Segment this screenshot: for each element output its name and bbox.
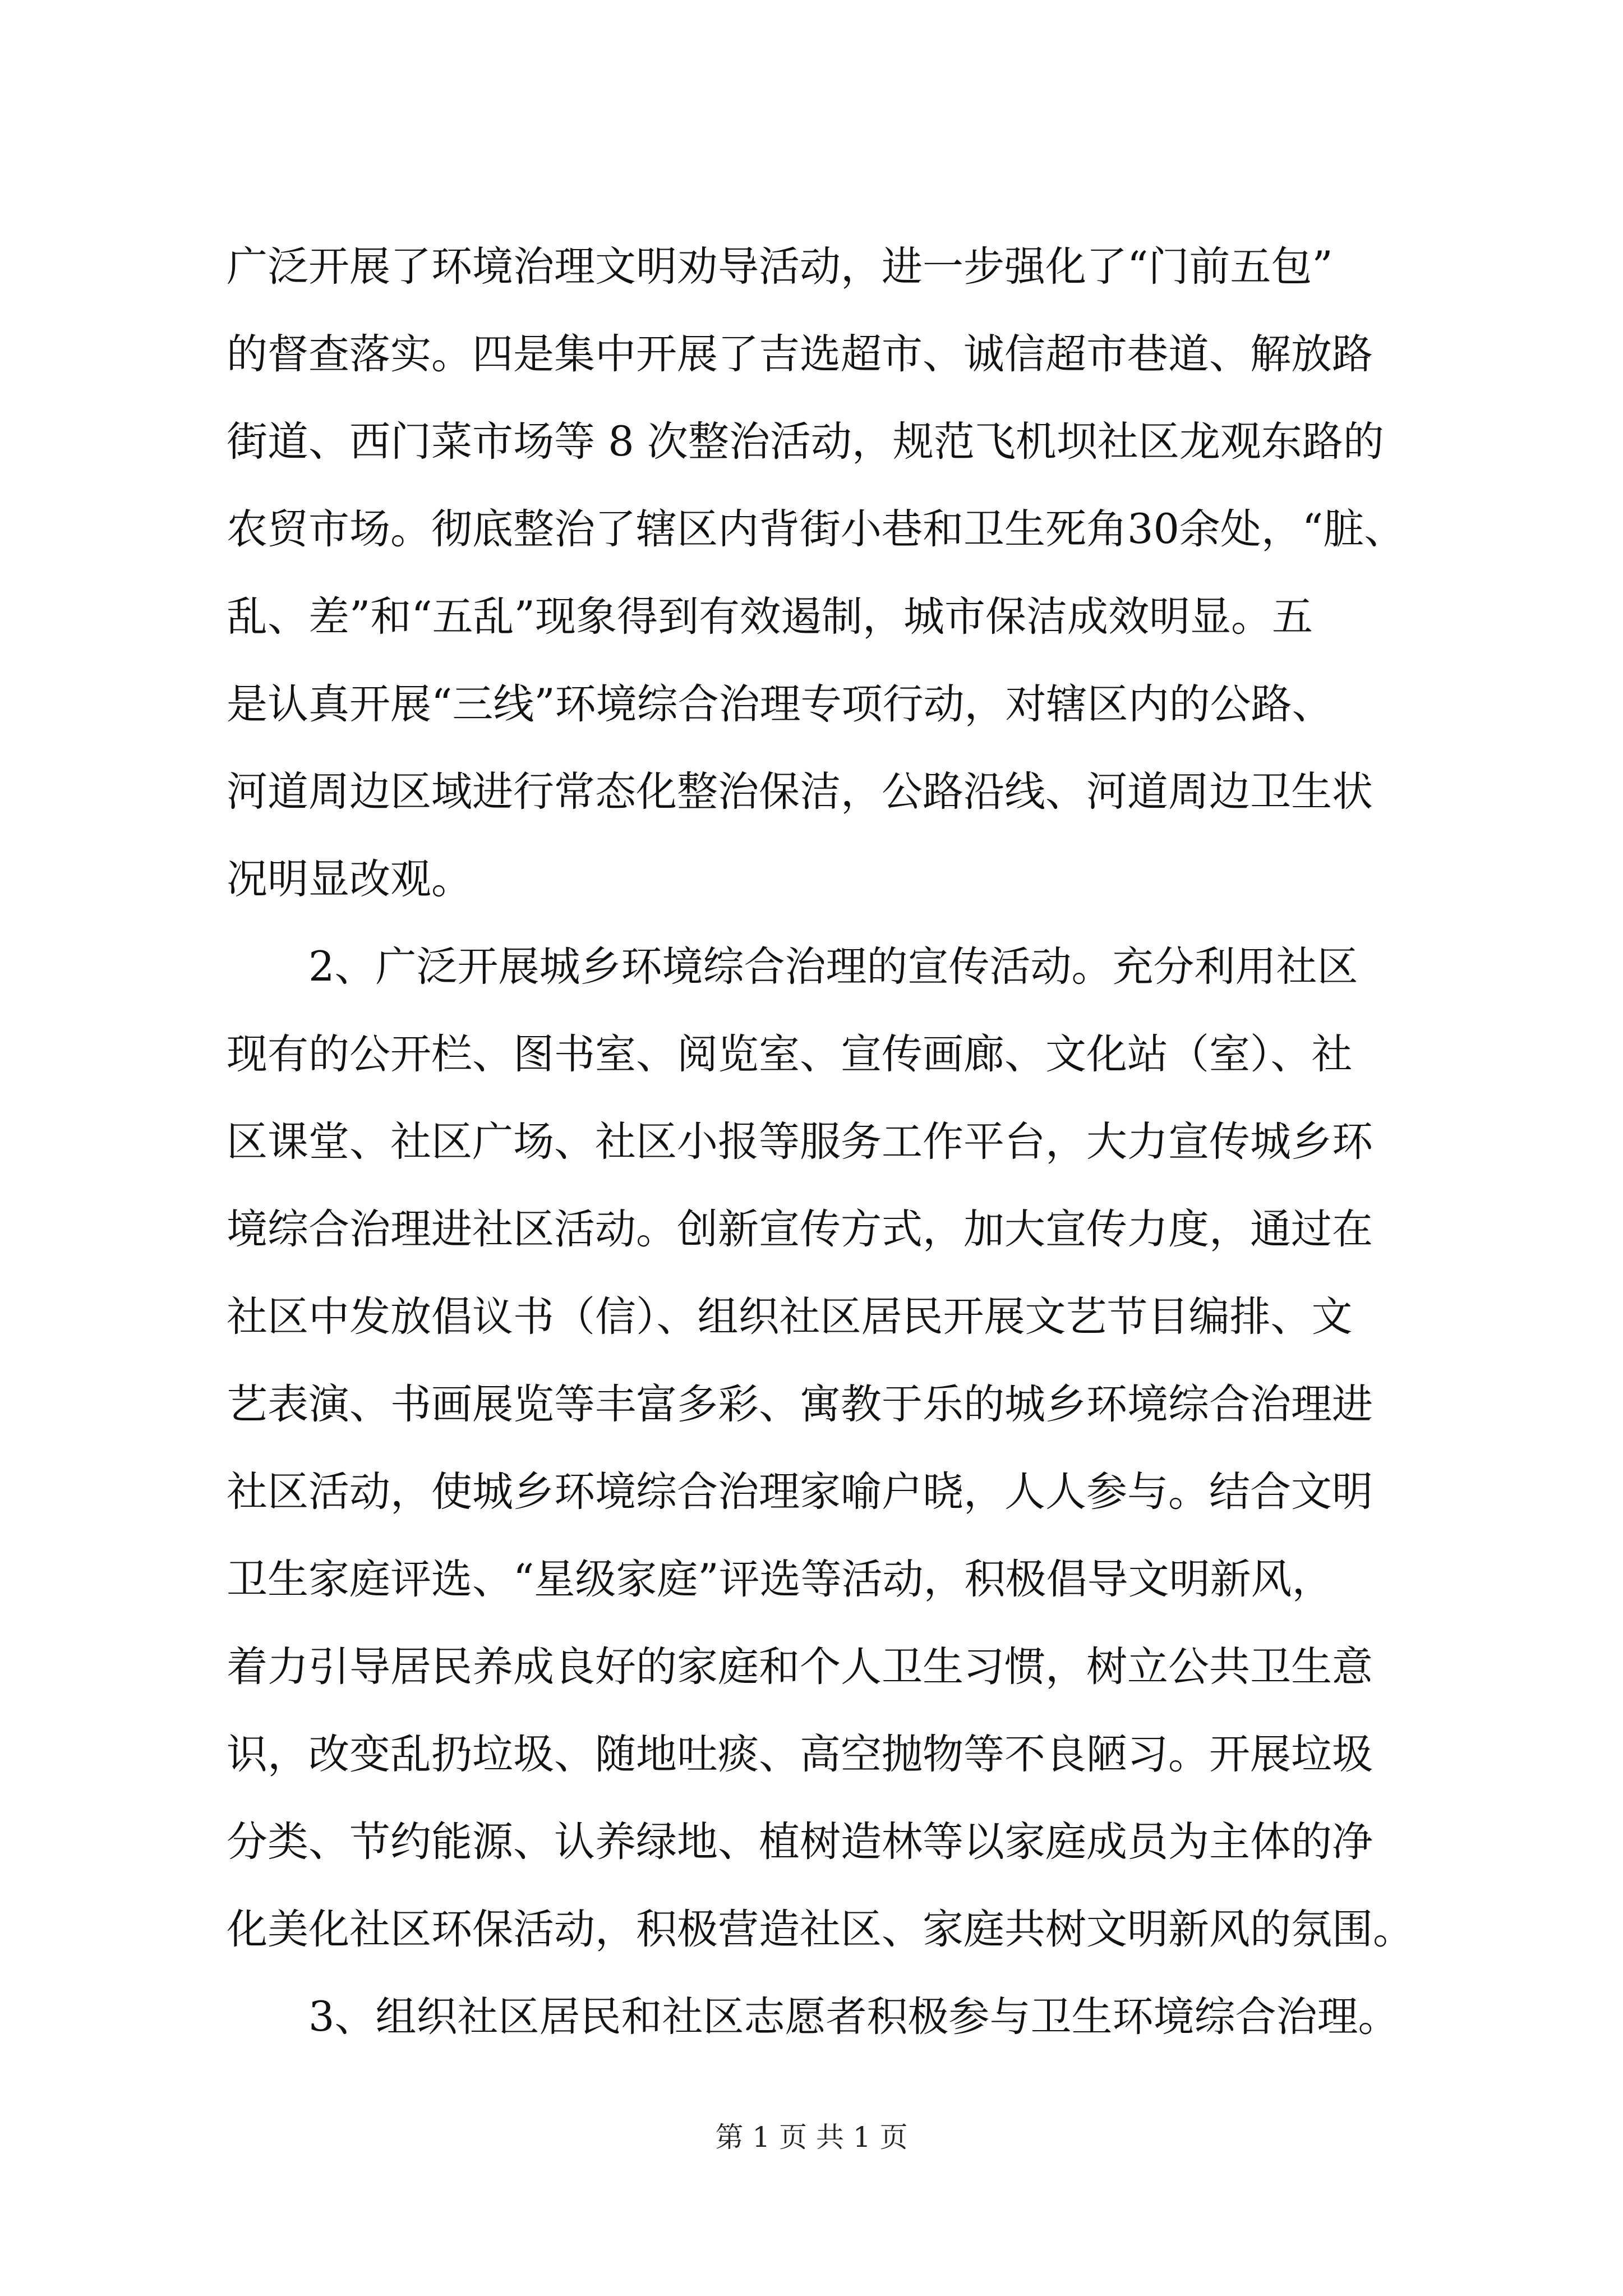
paragraph-1-line-6: 是认真开展“三线”环境综合治理专项行动，对辖区内的公路、 xyxy=(227,680,1333,728)
page-footer: 第 1 页 共 1 页 xyxy=(715,2121,908,2154)
paragraph-2-line-2: 现有的公开栏、图书室、阅览室、宣传画廊、文化站（室）、社 xyxy=(227,1030,1353,1078)
paragraph-2-line-9: 着力引导居民养成良好的家庭和个人卫生习惯，树立公共卫生意 xyxy=(227,1643,1373,1691)
paragraph-2-line-4: 境综合治理进社区活动。创新宣传方式，加大宣传力度，通过在 xyxy=(227,1205,1373,1253)
paragraph-2-line-12: 化美化社区环保活动，积极营造社区、家庭共树文明新风的氛围。 xyxy=(227,1906,1414,1953)
paragraph-1-line-5: 乱、差”和“五乱”现象得到有效遏制，城市保洁成效明显。五 xyxy=(227,593,1313,641)
paragraph-2-line-11: 分类、节约能源、认养绿地、植树造林等以家庭成员为主体的净 xyxy=(227,1818,1373,1866)
paragraph-2-line-3: 区课堂、社区广场、社区小报等服务工作平台，大力宣传城乡环 xyxy=(227,1118,1373,1166)
paragraph-2-line-6: 艺表演、书画展览等丰富多彩、寓教于乐的城乡环境综合治理进 xyxy=(227,1381,1373,1428)
paragraph-2-line-7: 社区活动，使城乡环境综合治理家喻户晓，人人参与。结合文明 xyxy=(227,1468,1373,1516)
paragraph-2-line-1: 2、广泛开展城乡环境综合治理的宣传活动。充分利用社区 xyxy=(308,943,1358,991)
paragraph-1-line-3: 街道、西门菜市场等 8 次整治活动，规范飞机坝社区龙观东路的 xyxy=(227,418,1384,466)
paragraph-1-line-4: 农贸市场。彻底整治了辖区内背街小巷和卫生死角30余处，“脏、 xyxy=(227,505,1405,553)
paragraph-1-line-8: 况明显改观。 xyxy=(227,855,472,903)
paragraph-1-line-2: 的督查落实。四是集中开展了吉选超市、诚信超市巷道、解放路 xyxy=(227,330,1373,378)
paragraph-1-line-7: 河道周边区域进行常态化整治保洁，公路沿线、河道周边卫生状 xyxy=(227,768,1373,816)
paragraph-2-line-5: 社区中发放倡议书（信）、组织社区居民开展文艺节目编排、文 xyxy=(227,1293,1353,1341)
document-body xyxy=(227,223,1432,2061)
paragraph-3-line-1: 3、组织社区居民和社区志愿者积极参与卫生环境综合治理。 xyxy=(308,1993,1399,2041)
paragraph-2-line-8: 卫生家庭评选、“星级家庭”评选等活动，积极倡导文明新风， xyxy=(227,1556,1333,1603)
paragraph-2-line-10: 识，改变乱扔垃圾、随地吐痰、高空抛物等不良陋习。开展垃圾 xyxy=(227,1731,1373,1778)
paragraph-1-line-1: 广泛开展了环境治理文明劝导活动，进一步强化了“门前五包” xyxy=(227,243,1333,291)
